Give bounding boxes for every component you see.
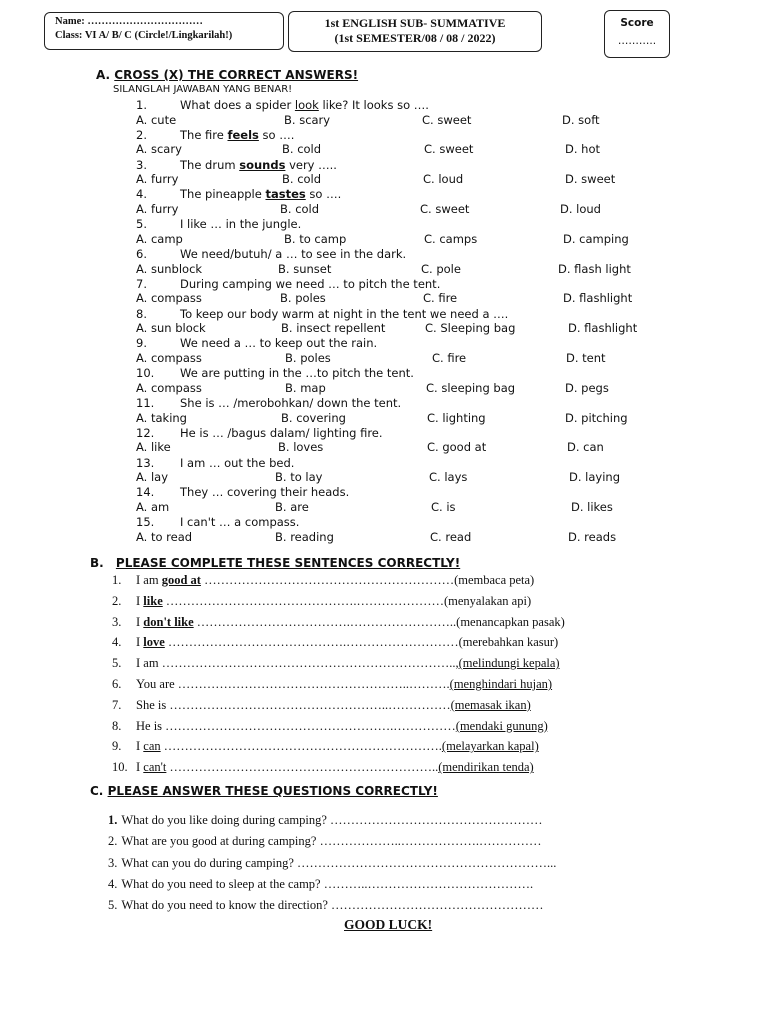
sentence-hint: (membaca peta) [454,573,535,587]
option-a[interactable]: A. taking [136,410,187,425]
answer-blank[interactable]: …………………………………………………………. [160,739,442,754]
section-a-heading [96,68,358,82]
option-a[interactable]: A. am [136,499,170,514]
option-b[interactable]: B. reading [275,529,334,544]
question-suffix: so …. [305,187,342,202]
question-number: 12. [136,425,155,440]
section-b-letter: B. [90,556,104,570]
question-text [136,336,377,350]
item-number: 8. [112,718,122,733]
option-d[interactable]: D. pitching [565,410,628,425]
sentence-item [112,615,565,630]
question-keyword: feels [227,127,259,142]
answer-blank[interactable]: ……………………………….…………………….. [193,614,457,629]
question-number: 13. [136,455,155,470]
sentence-keyword: love [143,635,165,650]
question-prefix: She is … /merobohkan/ down the tent. [180,396,402,410]
option-d[interactable]: D. soft [562,112,600,127]
sentence-hint: (menyalakan api) [444,593,532,608]
option-a[interactable]: A. sun block [136,321,206,336]
section-b-title: PLEASE COMPLETE THESE SENTENCES CORRECTLY! [115,556,461,570]
option-c[interactable]: C. sweet [422,112,472,127]
option-c[interactable]: C. fire [423,291,458,306]
option-a[interactable]: A. like [136,440,171,455]
question-text [136,158,337,172]
option-a[interactable]: A. furry [136,201,179,216]
question-prefix: We are putting in the …to pitch the tent. [180,366,414,381]
question-text [136,456,294,470]
question-prefix: The fire [180,127,228,142]
item-number: 5. [112,656,122,671]
option-c[interactable]: C. lays [429,470,468,485]
question-number: 5. [136,217,147,232]
item-number: 1. [108,813,118,827]
question-text[interactable]: What are you good at during camping? ………………..……………….…………… [121,834,542,849]
score-label: Score [620,17,654,29]
student-info-box [44,12,284,50]
sentence-keyword: don't like [143,614,194,629]
section-a-title: CROSS (X) THE CORRECT ANSWERS! [114,68,359,82]
option-a[interactable]: A. furry [136,172,179,187]
sentence-item [112,656,560,671]
question-text [136,98,429,112]
section-c-letter: C. [90,784,104,798]
option-d[interactable]: D. pegs [565,380,609,395]
section-a-letter: A. [96,68,111,82]
sentence-item [112,698,531,713]
exam-title-box [288,11,542,52]
score-box [604,10,670,58]
sentence-prefix: I [136,760,144,775]
sentence-hint: (menghindari hujan) [449,677,553,691]
sentence-hint: (melindungi kepala) [458,656,560,671]
option-d[interactable]: D. tent [566,350,606,365]
sentence-hint: (melayarkan kapal) [441,739,539,754]
sentence-prefix: She is [136,697,170,712]
sentence-hint: (mendaki gunung) [455,718,548,733]
item-number: 2. [112,593,122,608]
option-c[interactable]: C. sweet [420,201,470,216]
item-number: 3. [112,614,122,629]
option-d[interactable]: D. laying [569,470,620,485]
question-prefix: We need a … to keep out the rain. [180,336,378,351]
question-number: 14. [136,485,155,500]
question-item [108,813,543,828]
question-number: 7. [136,276,147,291]
option-b[interactable]: B. poles [285,350,331,365]
option-a[interactable]: A. cute [136,112,177,127]
sentence-prefix: I [136,593,144,608]
sentence-item [112,719,548,734]
question-prefix: What does a spider [180,98,295,112]
question-text [136,187,341,201]
item-number: 4. [112,635,122,650]
question-text[interactable]: What do you need to know the direction? …………………………………………… [121,898,544,913]
question-text [136,396,401,410]
sentence-hint: (merebahkan kasur) [458,635,559,650]
sentence-prefix: You are [136,677,178,691]
question-number: 9. [136,336,147,351]
question-prefix: The drum [180,157,240,172]
option-c[interactable]: C. fire [432,350,467,365]
sentence-keyword: like [143,593,163,608]
sentence-item [112,739,539,754]
sentence-keyword: can't [143,760,167,775]
option-d[interactable]: D. camping [563,231,629,246]
exam-title: 1st ENGLISH SUB- SUMMATIVE [324,16,506,30]
sentence-keyword: can [143,739,161,754]
option-b[interactable]: B. cold [282,172,322,187]
question-number: 1. [136,98,147,112]
item-number: 3. [108,855,118,870]
question-number: 3. [136,157,147,172]
sentence-hint: (memasak ikan) [450,697,531,712]
answer-blank[interactable]: ………………………………………………..………. [177,677,450,691]
question-text [136,485,349,499]
option-b[interactable]: B. cold [282,142,322,157]
option-b[interactable]: B. scary [284,112,331,127]
section-a-subtitle: SILANGLAH JAWABAN YANG BENAR! [113,84,293,95]
sentence-prefix: I [136,635,144,650]
good-luck: GOOD LUCK! [344,917,433,932]
option-b[interactable]: B. cold [280,201,320,216]
option-b[interactable]: B. to camp [284,231,347,246]
option-c[interactable]: C. Sleeping bag [425,321,516,336]
answer-blank[interactable]: ……………………………………………………….. [166,760,439,775]
question-keyword: look [294,98,319,112]
question-keyword: sounds [239,157,286,172]
question-number: 4. [136,187,147,202]
question-item [108,877,533,892]
class-field[interactable]: Class: VI A/ B/ C (Circle!/Lingkarilah!) [55,30,233,41]
question-text [136,128,294,142]
option-c[interactable]: C. loud [423,172,464,187]
option-b[interactable]: B. to lay [275,470,323,485]
option-b[interactable]: B. are [275,499,309,514]
question-number: 10. [136,366,155,381]
sentence-item [112,573,534,588]
question-prefix: I can't … a compass. [180,515,300,530]
answer-blank[interactable]: …………………………………………………… [200,573,455,587]
question-suffix: so …. [258,127,295,142]
sentence-keyword: good at [161,573,201,587]
item-number: 4. [108,876,118,891]
question-number: 2. [136,127,147,142]
question-text [136,426,383,440]
option-b[interactable]: B. sunset [278,261,332,276]
item-number: 9. [112,739,122,754]
option-d[interactable]: D. reads [568,529,617,544]
sentence-prefix: I [136,614,144,629]
item-number: 2. [108,834,118,849]
question-suffix: like? It looks so …. [318,98,429,112]
option-c[interactable]: C. good at [427,440,487,455]
option-d[interactable]: D. flashlight [568,321,638,336]
option-a[interactable]: A. compass [136,350,202,365]
question-prefix: During camping we need … to pitch the tent. [180,276,441,291]
option-a[interactable]: A. lay [136,470,169,485]
item-number: 7. [112,697,122,712]
option-b[interactable]: B. covering [281,410,346,425]
option-d[interactable]: D. flash light [558,261,631,276]
score-field[interactable]: ……….. [617,35,657,47]
option-d[interactable]: D. hot [565,142,600,157]
section-b-heading [90,556,460,570]
item-number: 1. [112,573,122,587]
option-c[interactable]: C. sleeping bag [426,380,516,395]
question-text[interactable]: What do you need to sleep at the camp? ………..…………………………………. [121,876,534,891]
name-field[interactable]: Name: …………………………… [55,16,203,27]
question-item [108,834,541,849]
question-number: 11. [136,396,155,410]
option-b[interactable]: B. poles [280,291,326,306]
question-text [136,217,301,231]
answer-blank[interactable]: …………………………………….……………………… [164,635,459,650]
sentence-item [112,635,558,650]
question-text[interactable]: What do you like doing during camping? …………………………………………… [121,813,543,827]
option-a[interactable]: A. compass [136,380,202,395]
sentence-item [112,677,552,692]
question-text [136,277,440,291]
option-d[interactable]: D. likes [571,499,613,514]
option-c[interactable]: C. is [431,499,456,514]
option-d[interactable]: D. flashlight [563,291,633,306]
sentence-prefix: I am [136,573,162,587]
option-c[interactable]: C. sweet [424,142,474,157]
sentence-hint: (menancapkan pasak) [456,614,565,629]
option-c[interactable]: C. pole [421,261,461,276]
question-prefix: We need/butuh/ a … to see in the dark. [180,247,407,261]
answer-blank[interactable]: ……………………………………………..…………… [169,697,451,712]
question-text [136,307,508,321]
option-a[interactable]: A. camp [136,231,183,246]
answer-blank[interactable]: ……………………………………….………………… [162,593,444,608]
sentence-item [112,760,534,775]
question-number: 8. [136,306,147,321]
item-number: 5. [108,898,118,913]
answer-blank[interactable]: …………………………………………………………….., [161,656,459,671]
sentence-prefix: I am [136,656,162,671]
question-text [136,366,414,380]
answer-blank[interactable]: ……………………………………………….…………… [165,718,456,733]
question-prefix: They … covering their heads. [180,485,350,500]
sentence-prefix: I [136,739,144,754]
question-number: 15. [136,515,155,530]
question-text [136,247,406,261]
option-c[interactable]: C. camps [424,231,478,246]
sentence-prefix: He is [136,718,166,733]
option-a[interactable]: A. scary [136,142,182,157]
option-b[interactable]: B. loves [278,440,324,455]
question-prefix: The pineapple [180,187,266,202]
option-d[interactable]: D. sweet [565,172,616,187]
question-text [136,515,299,529]
section-c-heading [90,784,438,798]
question-prefix: I like … in the jungle. [180,217,302,232]
option-b[interactable]: B. map [285,380,326,395]
item-number: 6. [112,677,122,691]
question-text[interactable]: What can you do during camping? ……………………………………………………... [121,855,557,870]
section-c-title: PLEASE ANSWER THESE QUESTIONS CORRECTLY! [107,784,438,798]
question-item [108,898,544,913]
option-a[interactable]: A. to read [136,529,193,544]
option-d[interactable]: D. loud [560,201,601,216]
option-c[interactable]: C. lighting [427,410,486,425]
question-keyword: tastes [265,187,306,202]
exam-semester: (1st SEMESTER/08 / 08 / 2022) [334,31,496,45]
option-a[interactable]: A. compass [136,291,202,306]
item-number: 10. [112,760,128,775]
option-c[interactable]: C. read [430,529,472,544]
question-number: 6. [136,247,147,261]
sentence-item [112,594,531,609]
option-b[interactable]: B. insect repellent [281,321,386,336]
sentence-hint: (mendirikan tenda) [438,760,534,775]
question-prefix: To keep our body warm at night in the tent we need a …. [180,306,509,321]
option-d[interactable]: D. can [567,440,604,455]
question-prefix: He is … /bagus dalam/ lighting fire. [180,425,383,440]
question-suffix: very ….. [285,157,337,172]
option-a[interactable]: A. sunblock [136,261,203,276]
question-item [108,856,556,871]
question-prefix: I am … out the bed. [180,455,295,470]
